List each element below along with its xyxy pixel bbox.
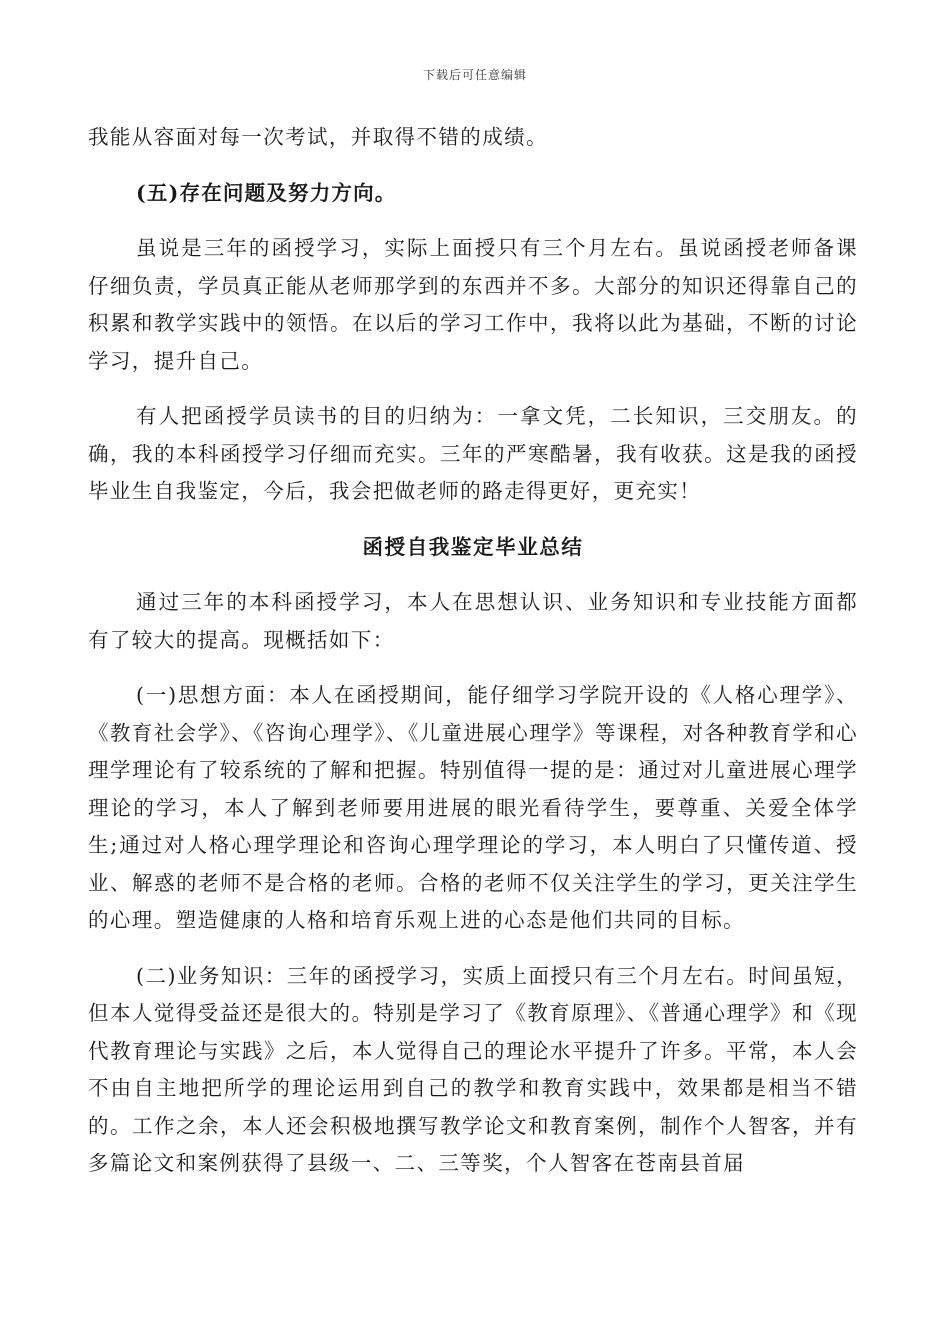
paragraph-problems: 虽说是三年的函授学习，实际上面授只有三个月左右。虽说函授老师备课仔细负责，学员真正能从老师那学到的东西并不多。大部分的知识还得靠自己的积累和教学实践中的领悟。在以后的学习工作中，我将以此为基础，不断的讨论学习，提升自己。 — [88, 236, 858, 373]
paragraph-continuation: 我能从容面对每一次考试，并取得不错的成绩。 — [88, 125, 548, 149]
section-heading-problems: (五)存在问题及努力方向。 — [136, 180, 397, 205]
header-note: 下载后可任意编辑 — [422, 68, 527, 82]
paragraph-business: (二)业务知识：三年的函授学习，实质上面授只有三个月左右。时间虽短，但本人觉得受益还是很大的。特别是学习了《教育原理》、《普通心理学》和《现代教育理论与实践》之后，本人觉得自己的理论水平提升了许多。平常，本人会不由自主地把所学的理论运用到自己的教学和教育实践中，效果都是相当不错的。工作之余，本人还会积极地撰写教学论文和教育案例，制作个人智客，并有多篇论文和案例获得了县级一、二、三等奖，个人智客在苍南县首届 — [88, 963, 858, 1175]
document-body — [88, 119, 858, 1199]
paragraph-intro: 通过三年的本科函授学习，本人在思想认识、业务知识和专业技能方面都有了较大的提高。现概括如下： — [88, 590, 858, 652]
paragraph-thought: (一)思想方面：本人在函授期间，能仔细学习学院开设的《人格心理学》、《教育社会学》、《咨询心理学》、《儿童进展心理学》等课程，对各种教育学和心理学理论有了较系统的了解和把握。特别值得一提的是：通过对儿童进展心理学理论的学习，本人了解到老师要用进展的眼光看待学生，要尊重、关爱全体学生;通过对人格心理学理论和咨询心理学理论的学习，本人明白了只懂传道、授业、解惑的老师不是合格的老师。合格的老师不仅关注学生的学习，更关注学生的心理。塑造健康的人格和培育乐观上进的心态是他们共同的目标。 — [88, 683, 858, 932]
document-title: 函授自我鉴定毕业总结 — [362, 534, 584, 559]
paragraph-goals: 有人把函授学员读书的目的归纳为：一拿文凭，二长知识，三交朋友。的确，我的本科函授学习仔细而充实。三年的严寒酷暑，我有收获。这是我的函授毕业生自我鉴定，今后，我会把做老师的路走得更好，更充实！ — [88, 404, 858, 503]
